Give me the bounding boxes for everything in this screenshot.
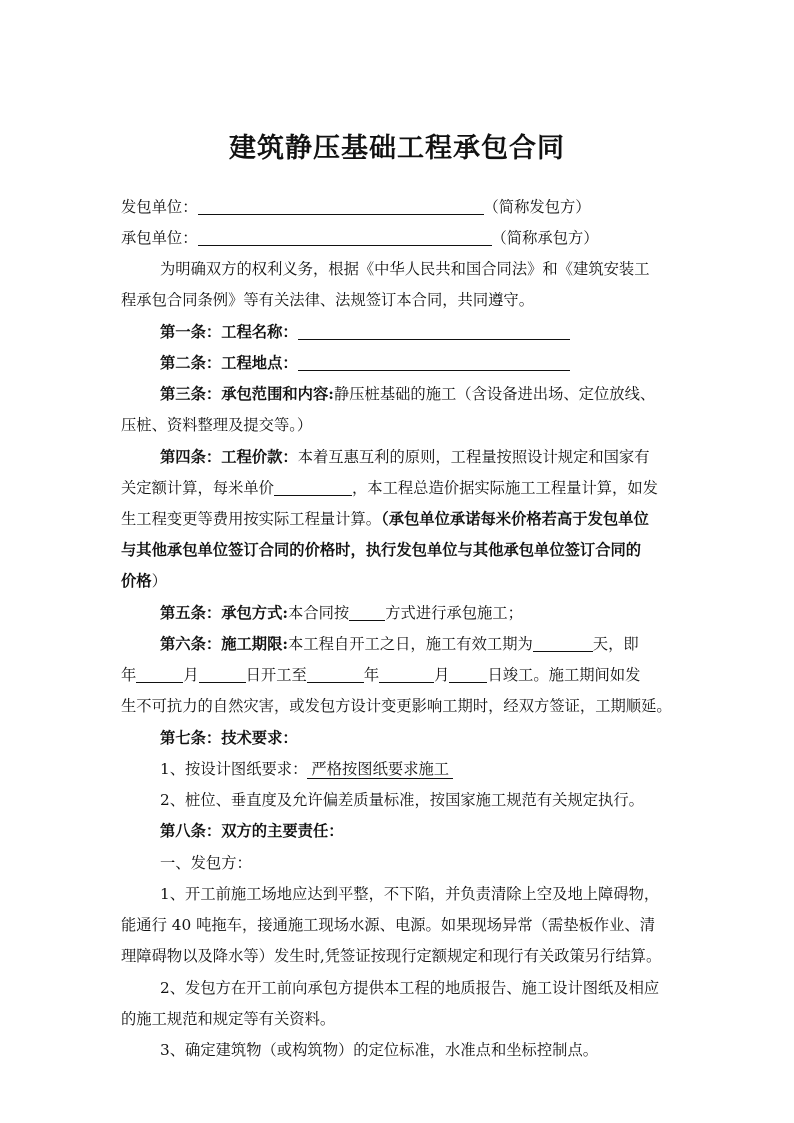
article-7-label: 第七条：技术要求： — [160, 729, 298, 747]
party-b-line — [121, 228, 599, 248]
end-month-blank[interactable] — [379, 666, 434, 683]
article-1 — [160, 322, 570, 342]
article-3-text: 静压桩基础的施工（含设备进出场、定位放线、 — [333, 385, 656, 403]
project-name-blank[interactable] — [298, 323, 570, 340]
article-3-line-1 — [160, 384, 655, 404]
article-7-item-1-label: 1、按设计图纸要求： — [160, 760, 308, 778]
party-a-label: 发包单位： — [121, 198, 198, 216]
party-a-note: （简称发包方） — [483, 198, 591, 216]
article-6-line-1 — [160, 634, 639, 654]
article-6-text-b: 天，即 — [592, 635, 639, 653]
article-8-p2-line-1: 2、发包方在开工前向承包方提供本工程的地质报告、施工设计图纸及相应 — [160, 979, 660, 997]
article-7-item-1 — [160, 759, 453, 779]
article-6-line-2 — [121, 665, 640, 685]
duration-days-blank[interactable] — [533, 635, 593, 652]
end-day-label: 日竣工。施工期间如发 — [487, 666, 641, 684]
party-a-blank[interactable] — [198, 198, 484, 215]
article-4-text-2b: ，本工程总造价据实际施工工程量计算，如发 — [351, 479, 658, 497]
end-day-blank[interactable] — [449, 666, 487, 683]
article-8 — [160, 821, 344, 841]
article-8-p2-line-2: 的施工规范和规定等有关资料。 — [121, 1010, 336, 1028]
article-5-label: 第五条：承包方式: — [160, 604, 289, 622]
article-5-text-b: 方式进行承包施工； — [385, 604, 523, 622]
article-2-label: 第二条：工程地点： — [160, 354, 298, 372]
preamble-line-1: 为明确双方的权利义务，根据《中华人民共和国合同法》和《建筑安装工 — [160, 260, 650, 278]
preamble-line-2: 程承包合同条例》等有关法律、法规签订本合同，共同遵守。 — [121, 291, 535, 309]
article-1-label: 第一条：工程名称： — [160, 323, 298, 341]
article-8-subheading: 一、发包方： — [160, 854, 252, 872]
article-7-item-2: 2、桩位、垂直度及允许偏差质量标准，按国家施工规范有关规定执行。 — [160, 791, 644, 809]
article-4-text-5b: ） — [151, 572, 167, 590]
party-b-note: （简称承包方） — [491, 229, 599, 247]
article-4-line-3 — [121, 509, 649, 529]
start-month-label: 月 — [183, 666, 199, 684]
article-8-p1-line-2: 能通行 40 吨拖车，接通施工现场水源、电源。如果现场异常（需垫板作业、清 — [121, 916, 655, 934]
end-year-blank[interactable] — [307, 666, 364, 683]
article-7 — [160, 728, 298, 748]
article-4-line-2 — [121, 478, 658, 498]
article-6-text-a: 本工程自开工之日，施工有效工期为 — [288, 635, 533, 653]
article-4-line-5 — [121, 571, 167, 591]
end-month-label: 月 — [434, 666, 450, 684]
start-year-label: 年 — [121, 666, 137, 684]
article-4-bold-4: 与其他承包单位签订合同的价格时，执行发包单位与其他承包单位签订合同的 — [121, 541, 642, 559]
article-3-line-2: 压桩、资料整理及提交等。） — [121, 416, 313, 434]
unit-price-blank[interactable] — [274, 479, 352, 496]
article-4-text-3a: 生工程变更等费用按实际工程量计算。 — [121, 510, 382, 528]
article-4-bold-5a: 价格 — [121, 572, 152, 590]
article-2 — [160, 353, 570, 373]
article-6-label: 第六条：施工期限: — [160, 635, 289, 653]
party-a-line — [121, 197, 591, 217]
article-5 — [160, 603, 523, 623]
article-7-item-1-value: 严格按图纸要求施工 — [307, 760, 453, 779]
article-4-bold-3b: （承包单位承诺每米价格若高于发包单位 — [381, 510, 649, 528]
start-year-blank[interactable] — [136, 666, 183, 683]
start-month-blank[interactable] — [199, 666, 246, 683]
article-3-label: 第三条：承包范围和内容: — [160, 385, 334, 403]
end-year-label: 年 — [363, 666, 380, 684]
document-title: 建筑静压基础工程承包合同 — [229, 133, 565, 164]
article-5-text-a: 本合同按 — [288, 604, 350, 622]
article-8-p1-line-1: 1、开工前施工场地应达到平整，不下陷，并负责清除上空及地上障碍物， — [160, 885, 660, 903]
article-8-label: 第八条：双方的主要责任： — [160, 822, 344, 840]
project-location-blank[interactable] — [298, 354, 570, 371]
party-b-label: 承包单位： — [121, 229, 198, 247]
start-day-label: 日开工至 — [245, 666, 307, 684]
article-4-text: 本着互惠互利的原则，工程量按照设计规定和国家有 — [297, 448, 650, 466]
article-8-p1-line-3: 理障碍物以及降水等）发生时,凭签证按现行定额规定和现行有关政策另行结算。 — [121, 947, 662, 965]
article-4-text-2a: 关定额计算，每米单价 — [121, 479, 274, 497]
article-4-line-4 — [121, 540, 641, 560]
party-b-blank[interactable] — [198, 229, 492, 246]
article-8-p3: 3、确定建筑物（或构筑物）的定位标准，水准点和坐标控制点。 — [160, 1041, 599, 1059]
article-6-line-3: 生不可抗力的自然灾害，或发包方设计变更影响工期时，经双方签证，工期顺延。 — [121, 697, 672, 715]
article-4-label: 第四条：工程价款： — [160, 448, 298, 466]
article-4-line-1 — [160, 447, 650, 467]
contract-mode-blank[interactable] — [349, 604, 385, 621]
